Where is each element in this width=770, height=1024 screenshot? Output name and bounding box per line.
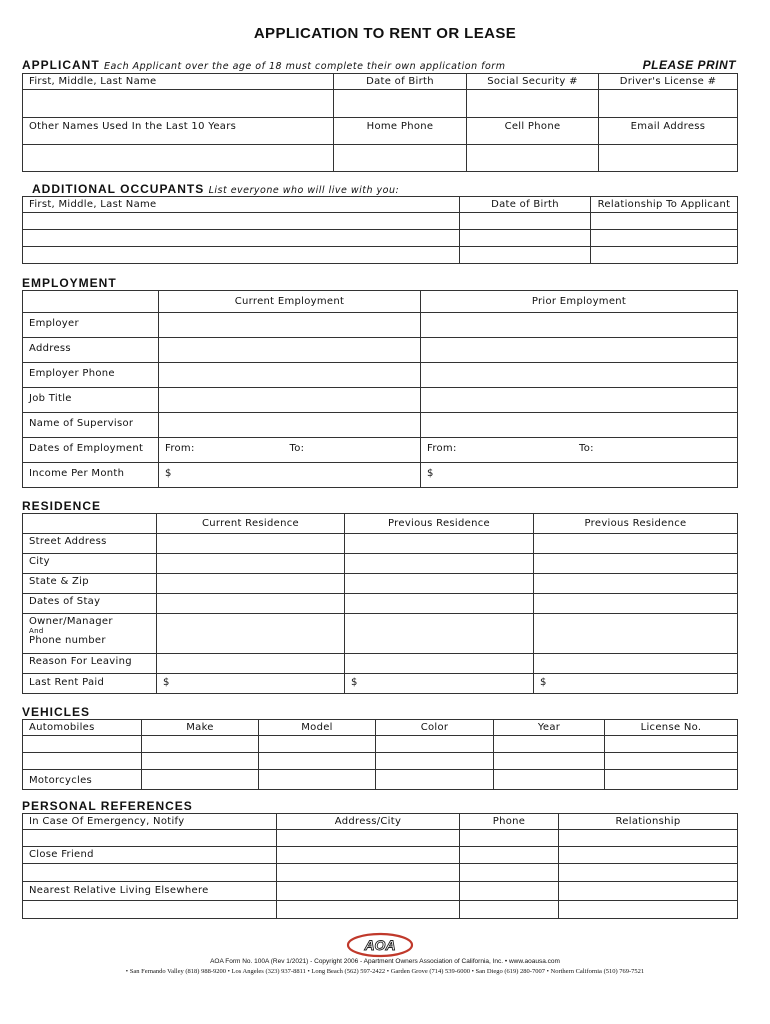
residence-field[interactable] bbox=[534, 534, 738, 554]
dob-field[interactable] bbox=[334, 90, 467, 118]
current-employer-field[interactable] bbox=[159, 313, 421, 338]
address-label: Address bbox=[23, 338, 159, 363]
current-employment-header: Current Employment bbox=[159, 291, 421, 313]
residence-field[interactable] bbox=[157, 654, 345, 674]
occupant-field[interactable] bbox=[460, 247, 591, 264]
address-city-header: Address/City bbox=[277, 814, 460, 830]
home-phone-label: Home Phone bbox=[334, 118, 467, 145]
name-label: First, Middle, Last Name bbox=[23, 74, 334, 90]
current-job-title-field[interactable] bbox=[159, 388, 421, 413]
residence-field[interactable] bbox=[157, 534, 345, 554]
reference-field[interactable] bbox=[460, 901, 559, 919]
residence-field[interactable] bbox=[534, 594, 738, 614]
last-rent-label: Last Rent Paid bbox=[23, 674, 157, 694]
reference-field[interactable] bbox=[559, 864, 738, 882]
dollar-sign: $ bbox=[163, 677, 170, 688]
applicant-note: Each Applicant over the age of 18 must complete their own application form bbox=[104, 61, 506, 72]
residence-table bbox=[22, 513, 738, 694]
current-address-field[interactable] bbox=[159, 338, 421, 363]
current-supervisor-field[interactable] bbox=[159, 413, 421, 438]
dob-label: Date of Birth bbox=[334, 74, 467, 90]
motorcycles-label: Motorcycles bbox=[23, 770, 142, 790]
residence-field[interactable] bbox=[534, 654, 738, 674]
nearest-relative-label: Nearest Relative Living Elsewhere bbox=[23, 882, 277, 901]
license-label: Driver's License # bbox=[599, 74, 738, 90]
aoa-logo-text: AOA bbox=[364, 937, 396, 953]
cell-phone-field[interactable] bbox=[467, 145, 599, 172]
occupants-title: ADDITIONAL OCCUPANTS bbox=[32, 182, 205, 196]
reference-field[interactable] bbox=[23, 830, 277, 847]
occupants-table bbox=[22, 196, 738, 264]
dates-employment-label: Dates of Employment bbox=[23, 438, 159, 463]
residence-field[interactable] bbox=[345, 614, 534, 654]
occupant-field[interactable] bbox=[460, 230, 591, 247]
reference-field[interactable] bbox=[23, 864, 277, 882]
prior-supervisor-field[interactable] bbox=[421, 413, 738, 438]
occupant-field[interactable] bbox=[591, 230, 738, 247]
emergency-label: In Case Of Emergency, Notify bbox=[23, 814, 277, 830]
phone-header: Phone bbox=[460, 814, 559, 830]
reference-field[interactable] bbox=[460, 864, 559, 882]
ssn-field[interactable] bbox=[467, 90, 599, 118]
residence-field[interactable] bbox=[157, 594, 345, 614]
rent-field[interactable] bbox=[345, 674, 534, 694]
vehicle-field[interactable] bbox=[376, 770, 494, 790]
residence-field[interactable] bbox=[157, 554, 345, 574]
reference-field[interactable] bbox=[559, 847, 738, 864]
reference-field[interactable] bbox=[277, 901, 460, 919]
vehicle-field[interactable] bbox=[142, 770, 259, 790]
relationship-header: Relationship bbox=[559, 814, 738, 830]
vehicle-field[interactable] bbox=[605, 736, 738, 753]
occupant-field[interactable] bbox=[23, 230, 460, 247]
prior-job-title-field[interactable] bbox=[421, 388, 738, 413]
vehicle-field[interactable] bbox=[142, 753, 259, 770]
dollar-sign: $ bbox=[351, 677, 358, 688]
close-friend-label: Close Friend bbox=[23, 847, 277, 864]
current-phone-field[interactable] bbox=[159, 363, 421, 388]
vehicle-field[interactable] bbox=[494, 753, 605, 770]
state-zip-label: State & Zip bbox=[23, 574, 157, 594]
reference-field[interactable] bbox=[559, 830, 738, 847]
residence-field[interactable] bbox=[534, 614, 738, 654]
prior-employer-field[interactable] bbox=[421, 313, 738, 338]
dates-stay-label: Dates of Stay bbox=[23, 594, 157, 614]
city-label: City bbox=[23, 554, 157, 574]
aoa-logo bbox=[346, 932, 414, 958]
occupant-field[interactable] bbox=[23, 247, 460, 264]
reason-leaving-label: Reason For Leaving bbox=[23, 654, 157, 674]
references-table bbox=[22, 813, 738, 919]
references-heading: PERSONAL REFERENCES bbox=[22, 799, 193, 813]
other-names-label: Other Names Used In the Last 10 Years bbox=[23, 118, 334, 145]
occupants-note: List everyone who will live with you: bbox=[208, 185, 400, 196]
from-label: From: bbox=[427, 443, 457, 454]
vehicle-field[interactable] bbox=[494, 770, 605, 790]
vehicle-field[interactable] bbox=[259, 753, 376, 770]
vehicle-field[interactable] bbox=[376, 753, 494, 770]
name-field[interactable] bbox=[23, 90, 334, 118]
to-label: To: bbox=[579, 443, 594, 454]
rent-field[interactable] bbox=[534, 674, 738, 694]
phone-number-text: Phone number bbox=[29, 635, 106, 646]
email-label: Email Address bbox=[599, 118, 738, 145]
owner-manager-text: Owner/Manager bbox=[29, 616, 113, 627]
residence-field[interactable] bbox=[157, 574, 345, 594]
vehicles-heading: VEHICLES bbox=[22, 705, 91, 719]
vehicles-table bbox=[22, 719, 738, 790]
current-income-field[interactable] bbox=[159, 463, 421, 488]
employment-table bbox=[22, 290, 738, 488]
residence-field[interactable] bbox=[534, 554, 738, 574]
residence-corner bbox=[23, 514, 157, 534]
reference-field[interactable] bbox=[277, 882, 460, 901]
employer-label: Employer bbox=[23, 313, 159, 338]
vehicle-field[interactable] bbox=[494, 736, 605, 753]
occupant-field[interactable] bbox=[23, 213, 460, 230]
vehicle-field[interactable] bbox=[376, 736, 494, 753]
ssn-label: Social Security # bbox=[467, 74, 599, 90]
occupants-heading bbox=[32, 182, 399, 196]
other-names-field[interactable] bbox=[23, 145, 334, 172]
previous-residence-header-2: Previous Residence bbox=[534, 514, 738, 534]
vehicle-field[interactable] bbox=[259, 770, 376, 790]
residence-field[interactable] bbox=[345, 594, 534, 614]
vehicle-field[interactable] bbox=[23, 753, 142, 770]
street-label: Street Address bbox=[23, 534, 157, 554]
residence-field[interactable] bbox=[345, 574, 534, 594]
automobiles-label: Automobiles bbox=[23, 720, 142, 736]
previous-residence-header: Previous Residence bbox=[345, 514, 534, 534]
rent-field[interactable] bbox=[157, 674, 345, 694]
reference-field[interactable] bbox=[277, 864, 460, 882]
please-print: PLEASE PRINT bbox=[642, 58, 736, 72]
applicant-table bbox=[22, 73, 738, 172]
current-dates-field[interactable] bbox=[159, 438, 421, 463]
license-no-header: License No. bbox=[605, 720, 738, 736]
reference-field[interactable] bbox=[559, 882, 738, 901]
occupant-relationship-label: Relationship To Applicant bbox=[591, 197, 738, 213]
income-label: Income Per Month bbox=[23, 463, 159, 488]
prior-employment-header: Prior Employment bbox=[421, 291, 738, 313]
color-header: Color bbox=[376, 720, 494, 736]
supervisor-label: Name of Supervisor bbox=[23, 413, 159, 438]
prior-phone-field[interactable] bbox=[421, 363, 738, 388]
owner-manager-label bbox=[23, 614, 157, 654]
home-phone-field[interactable] bbox=[334, 145, 467, 172]
residence-field[interactable] bbox=[534, 574, 738, 594]
to-label: To: bbox=[289, 443, 305, 454]
dollar-sign: $ bbox=[427, 468, 434, 479]
residence-field[interactable] bbox=[345, 554, 534, 574]
reference-field[interactable] bbox=[559, 901, 738, 919]
current-residence-header: Current Residence bbox=[157, 514, 345, 534]
vehicle-field[interactable] bbox=[23, 736, 142, 753]
cell-phone-label: Cell Phone bbox=[467, 118, 599, 145]
occupant-field[interactable] bbox=[591, 213, 738, 230]
license-field[interactable] bbox=[599, 90, 738, 118]
email-field[interactable] bbox=[599, 145, 738, 172]
prior-address-field[interactable] bbox=[421, 338, 738, 363]
reference-field[interactable] bbox=[277, 847, 460, 864]
residence-field[interactable] bbox=[345, 534, 534, 554]
dollar-sign: $ bbox=[540, 677, 547, 688]
applicant-title: APPLICANT bbox=[22, 58, 100, 72]
reference-field[interactable] bbox=[460, 882, 559, 901]
reference-field[interactable] bbox=[23, 901, 277, 919]
job-title-label: Job Title bbox=[23, 388, 159, 413]
employer-phone-label: Employer Phone bbox=[23, 363, 159, 388]
model-header: Model bbox=[259, 720, 376, 736]
reference-field[interactable] bbox=[460, 830, 559, 847]
from-label: From: bbox=[165, 443, 195, 454]
prior-income-field[interactable] bbox=[421, 463, 738, 488]
vehicle-field[interactable] bbox=[142, 736, 259, 753]
residence-field[interactable] bbox=[157, 614, 345, 654]
page-title: APPLICATION TO RENT OR LEASE bbox=[253, 25, 517, 42]
occupant-name-label: First, Middle, Last Name bbox=[23, 197, 460, 213]
residence-field[interactable] bbox=[345, 654, 534, 674]
occupant-field[interactable] bbox=[591, 247, 738, 264]
footer-offices: • San Fernando Valley (818) 988-9200 • Los Angeles (323) 937-8811 • Long Beach (562) 597-2422 • Garden Grove (714) 539-6000 • San Diego (619) 280-7007 • Northern California (510) 769-7521 bbox=[125, 968, 645, 975]
reference-field[interactable] bbox=[277, 830, 460, 847]
reference-field[interactable] bbox=[460, 847, 559, 864]
vehicle-field[interactable] bbox=[605, 753, 738, 770]
aoa-logo-icon bbox=[346, 932, 414, 958]
vehicle-field[interactable] bbox=[259, 736, 376, 753]
employment-heading: EMPLOYMENT bbox=[22, 276, 117, 290]
make-header: Make bbox=[142, 720, 259, 736]
applicant-heading bbox=[22, 58, 505, 72]
residence-heading: RESIDENCE bbox=[22, 499, 102, 513]
dollar-sign: $ bbox=[165, 468, 172, 479]
year-header: Year bbox=[494, 720, 605, 736]
footer-copyright: AOA Form No. 100A (Rev 1/2021) - Copyright 2006 - Apartment Owners Association of California, Inc. • www.aoausa.com bbox=[210, 958, 560, 965]
and-text: And bbox=[29, 627, 44, 635]
prior-dates-field[interactable] bbox=[421, 438, 738, 463]
occupant-dob-label: Date of Birth bbox=[460, 197, 591, 213]
occupant-field[interactable] bbox=[460, 213, 591, 230]
employment-corner bbox=[23, 291, 159, 313]
vehicle-field[interactable] bbox=[605, 770, 738, 790]
